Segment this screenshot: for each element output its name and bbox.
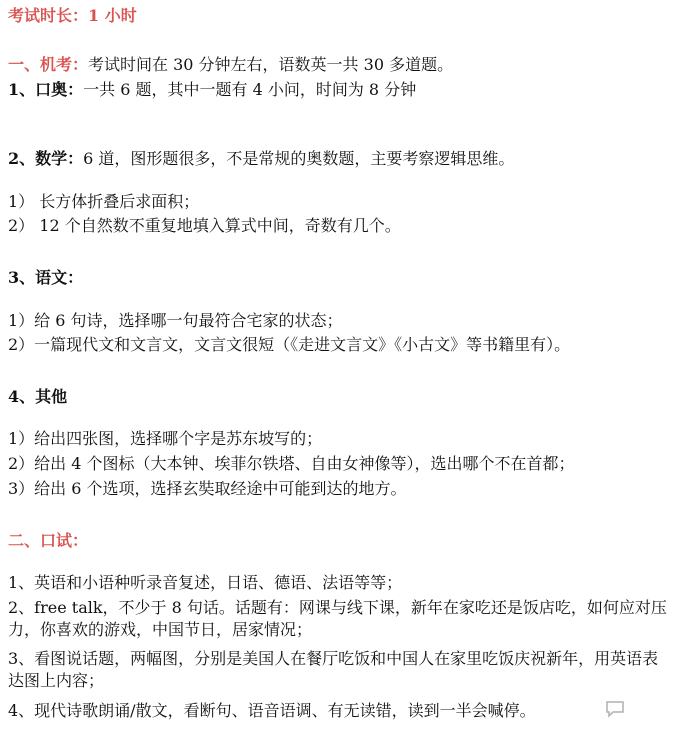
- math-item-1: 1） 长方体折叠后求面积；: [8, 192, 200, 211]
- other-heading: 4、其他: [8, 387, 68, 406]
- math-heading: 2、数学：: [8, 149, 84, 168]
- section1-line: [8, 54, 453, 76]
- math-item-2: 2） 12 个自然数不重复地填入算式中间，奇数有几个。: [8, 216, 401, 235]
- oral-olympiad-heading: 1、口奥：: [8, 80, 84, 99]
- chinese-heading: 3、语文：: [8, 268, 84, 287]
- chinese-item-1: 1）给 6 句诗，选择哪一句最符合宅家的状态；: [8, 311, 343, 330]
- math-line: [8, 148, 514, 170]
- exam-duration: 考试时长：1 小时: [8, 6, 137, 25]
- oral-test-item-2: 2、free talk，不少于 8 句话。话题有：网课与线下课，新年在家吃还是饭店吃，如何应对压力，你喜欢的游戏，中国节日，居家情况；: [8, 598, 667, 639]
- oral-olympiad-text: 一共 6 题，其中一题有 4 小问，时间为 8 分钟: [83, 80, 417, 99]
- chinese-item-2: 2）一篇现代文和文言文，文言文很短（《走进文言文》《小古文》等书籍里有）。: [8, 335, 571, 354]
- section1-heading: 一、机考：: [8, 55, 89, 74]
- oral-test-item-4: 4、现代诗歌朗诵/散文，看断句、语音语调、有无读错，读到一半会喊停。: [8, 701, 536, 720]
- chat-bubble-icon: [604, 699, 626, 719]
- other-item-3: 3）给出 6 个选项，选择玄奘取经途中可能到达的地方。: [8, 479, 407, 498]
- other-item-2: 2）给出 4 个图标（大本钟、埃菲尔铁塔、自由女神像等），选出哪个不在首都；: [8, 454, 575, 473]
- section1-text: 考试时间在 30 分钟左右，语数英一共 30 多道题。: [88, 55, 454, 74]
- other-item-1: 1）给出四张图，选择哪个字是苏东坡写的；: [8, 429, 323, 448]
- chat-bubble-icon-svg: [604, 699, 626, 719]
- section2-heading: 二、口试：: [8, 531, 89, 550]
- oral-test-item-3: 3、看图说话题，两幅图，分别是美国人在餐厅吃饭和中国人在家里吃饭庆祝新年，用英语表达图上内容；: [8, 649, 659, 690]
- oral-test-item-1: 1、英语和小语种听录音复述，日语、德语、法语等等；: [8, 573, 403, 592]
- math-text: 6 道，图形题很多，不是常规的奥数题，主要考察逻辑思维。: [83, 149, 515, 168]
- oral-olympiad-line: [8, 79, 416, 101]
